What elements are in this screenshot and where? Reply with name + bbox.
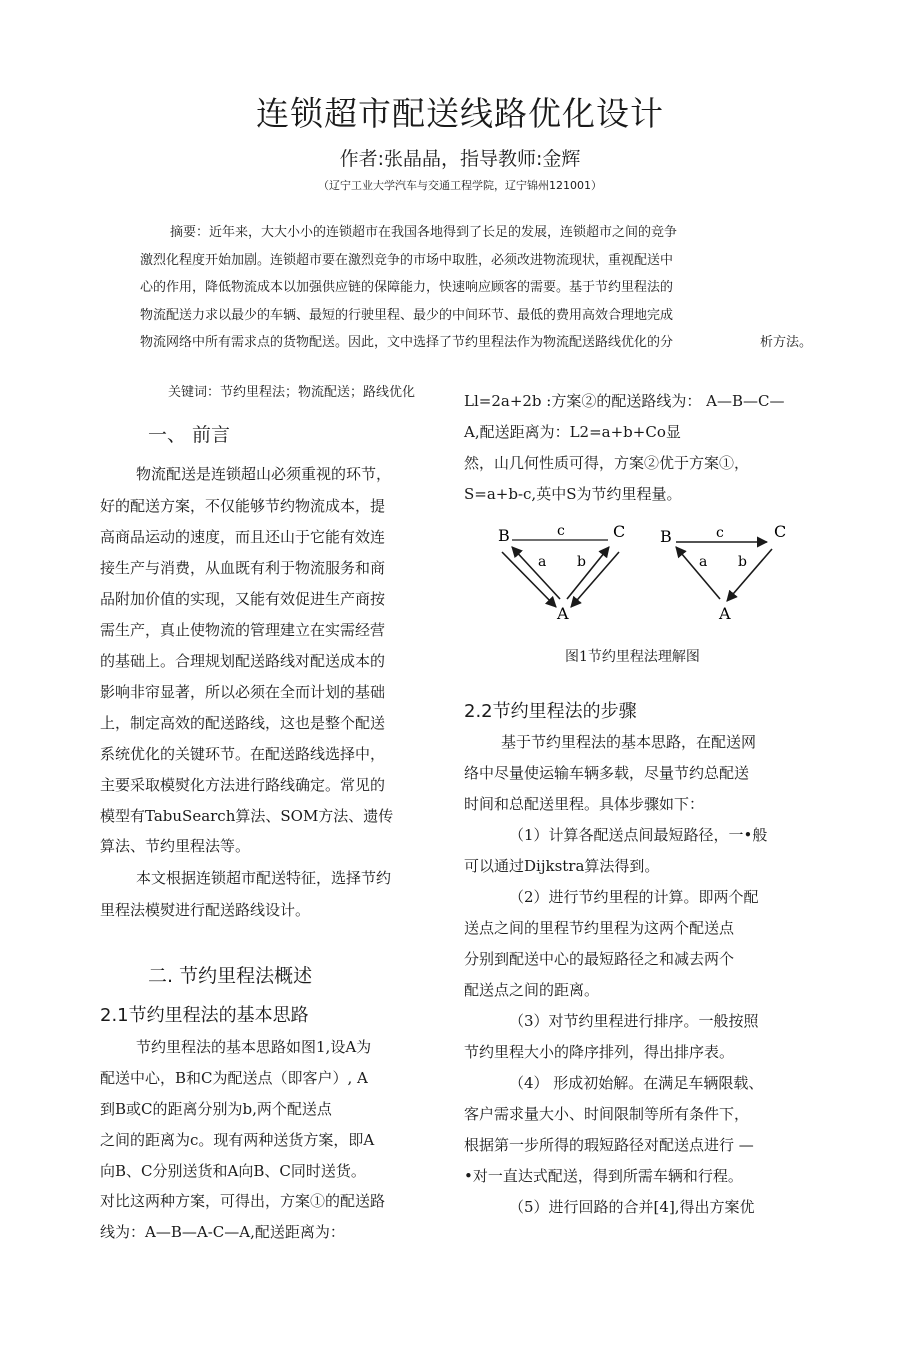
arrow-a-to-b (512, 547, 560, 599)
node-a-label: A (719, 604, 731, 623)
abstract-line: 摘要：近年来，大大小小的连锁超市在我国各地得到了长足的发展，连锁超市之间的竞争 (170, 225, 678, 240)
edge-b-label: b (738, 554, 747, 570)
body-line: 节约里程法的基本思路如图1,设A为 (136, 1038, 372, 1056)
scheme-2-triangle (660, 522, 786, 623)
body-line: 好的配送方案，不仅能够节约物流成本，提 (100, 497, 386, 515)
body-line: 线为：A—B—A-C—A,配送距离为： (100, 1223, 345, 1241)
body-line: 品附加价值的实现，又能有效促进生产商按 (100, 590, 386, 608)
body-line: 向B、C分别送货和A向B、C同时送货。 (100, 1162, 366, 1180)
edge-c-label: c (716, 525, 724, 541)
body-line: 送点之间的里程节约里程为这两个配送点 (464, 919, 735, 937)
body-line: 络中尽量使运输车辆多载，尽量节约总配送 (464, 764, 750, 782)
body-line: 高商品运动的速度，而且还山于它能有效连 (100, 528, 386, 546)
body-line: 的基础上。合理规划配送路线对配送成本的 (100, 652, 386, 670)
body-line: A,配送距离为：L2=a+b+Co显 (464, 423, 681, 441)
body-line: 本文根据连锁超市配送特征，选择节约 (136, 869, 392, 887)
arrow-a-to-c (567, 547, 609, 599)
arrow-c-to-a (727, 549, 772, 601)
body-line: 配送点之间的距离。 (464, 981, 600, 999)
body-line: 里程法模熨进行配送路线设计。 (100, 901, 311, 919)
body-line: （2）进行节约里程的计算。即两个配 (509, 888, 759, 906)
body-line: 上，制定高效的配送路线，这也是整个配送 (100, 714, 386, 732)
body-line: 可以通过Dijkstra算法得到。 (464, 857, 660, 875)
abstract-line: 析方法。 (760, 335, 813, 350)
body-line: 然，山几何性质可得，方案②优于方案①， (464, 454, 750, 472)
body-line: 需生产，真止使物流的管理建立在实需经营 (100, 621, 386, 639)
abstract-line: 激烈化程度开始加剧。连锁超市要在激烈竞争的市场中取胜，必须改进物流现状，重视配送中 (140, 253, 674, 268)
edge-b-label: b (577, 554, 586, 570)
figure-1-diagram (480, 515, 810, 627)
abstract-line: 物流配送力求以最少的车辆、最短的行驶里程、最少的中间环节、最低的费用高效合理地完成 (140, 308, 674, 323)
section-2-heading: 二. 节约里程法概述 (148, 965, 313, 987)
scheme-1-triangle (498, 522, 625, 623)
body-line: 时间和总配送里程。具体步骤如下： (464, 795, 705, 813)
body-line: 之间的距离为c。现有两种送货方案，即A (100, 1131, 375, 1149)
body-line: （1）计算各配送点间最短路径，一•般 (509, 826, 768, 844)
abstract-line: 物流网络中所有需求点的货物配送。因此，文中选择了节约里程法作为物流配送路线优化的分 (140, 335, 674, 350)
node-b-label: B (498, 526, 510, 545)
node-b-label: B (660, 527, 672, 546)
author-line: 作者:张晶晶，指导教师:金辉 (339, 148, 581, 170)
paper-title: 连锁超市配送线路优化设计 (256, 94, 664, 133)
node-a-label: A (557, 604, 569, 623)
edge-a-label: a (699, 554, 708, 570)
body-line: 模型有TabuSearch算法、SOM方法、遗传 (100, 807, 394, 825)
body-line: 算法、节约里程法等。 (100, 837, 251, 855)
body-line: 客户需求量大小、时间限制等所有条件下， (464, 1105, 750, 1123)
body-line: 根据第一步所得的瑕短路径对配送点进行 — (464, 1136, 754, 1154)
body-line: S=a+b-c,英中S为节约里程量。 (464, 485, 682, 503)
arrow-b-to-a (502, 552, 556, 607)
body-line: 接生产与消费，从血既有利于物流服务和商 (100, 559, 386, 577)
affiliation: （辽宁工业大学汽车与交通工程学院，辽宁锦州121001） (318, 179, 602, 192)
node-c-label: C (613, 522, 626, 541)
body-line: （5）进行回路的合并[4],得出方案优 (509, 1198, 755, 1216)
body-line: 主要采取模熨化方法进行路线确定。常见的 (100, 776, 386, 794)
keywords: 关键词：节约里程法；物流配送；路线优化 (168, 385, 416, 400)
body-line: 配送中心，B和C为配送点（即客户）, A (100, 1069, 368, 1087)
body-line: 系统优化的关键环节。在配送路线选择中， (100, 745, 386, 763)
body-line: 对比这两种方案，可得出，方案①的配送路 (100, 1192, 386, 1210)
body-line: 到B或C的距离分别为b,两个配送点 (100, 1100, 332, 1118)
body-line: •对一直达式配送，得到所需车辆和行程。 (464, 1167, 743, 1185)
arrow-a-to-b (676, 547, 720, 599)
section-1-heading: 一、 前言 (148, 424, 231, 446)
body-line: 影响非帘显著，所以必须在全而计划的基础 (100, 683, 386, 701)
figure-1-caption: 图1节约里程法理解图 (565, 649, 700, 665)
body-line: （4） 形成初始解。在满足车辆限载、 (509, 1074, 764, 1092)
edge-a-label: a (538, 554, 547, 570)
node-c-label: C (774, 522, 787, 541)
body-line: 节约里程大小的降序排列，得出排序表。 (464, 1043, 735, 1061)
body-line: （3）对节约里程进行排序。一般按照 (509, 1012, 759, 1030)
section-2-2-heading: 2.2节约里程法的步骤 (464, 701, 637, 722)
body-line: 基于节约里程法的基本思路，在配送网 (501, 733, 757, 751)
body-line: 物流配送是连锁超山必须重视的环节， (136, 465, 392, 483)
edge-c-label: c (557, 523, 565, 539)
abstract-line: 心的作用，降低物流成本以加强供应链的保障能力，快速响应顾客的需要。基于节约里程法的 (140, 280, 674, 295)
body-line: Ll=2a+2b :方案②的配送路线为： A—B—C— (464, 392, 785, 410)
section-2-1-heading: 2.1节约里程法的基本思路 (100, 1005, 309, 1026)
body-line: 分别到配送中心的最短路径之和减去两个 (464, 950, 735, 968)
